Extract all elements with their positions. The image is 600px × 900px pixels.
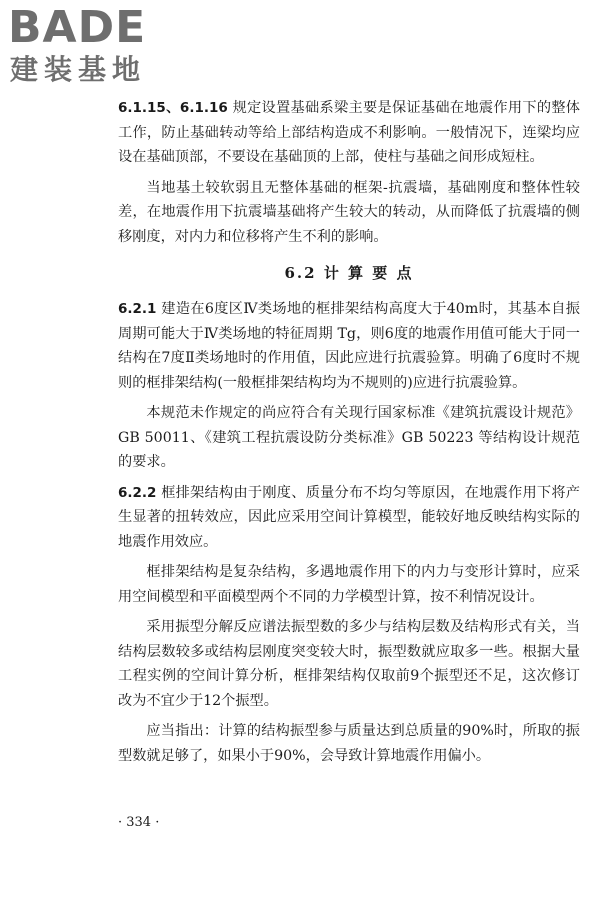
paragraph-6-2-1 bbox=[118, 297, 580, 395]
paragraph-6-1-15 bbox=[118, 96, 580, 170]
paragraph-mass-participation: 应当指出：计算的结构振型参与质量达到总质量的90%时，所取的振型数就足够了，如果小于90%，会导致计算地震作用偏小。 bbox=[118, 723, 580, 764]
paragraph-foundation-stiffness: 当地基土较软弱且无整体基础的框架-抗震墙，基础刚度和整体性较差，在地震作用下抗震墙基础将产生较大的转动，从而降低了抗震墙的侧移刚度，对内力和位移将产生不利的影响。 bbox=[118, 179, 580, 245]
paragraph-text: 框排架结构由于刚度、质量分布不均匀等原因，在地震作用下将产生显著的扭转效应，因此应采用空间计算模型，能较好地反映结构实际的地震作用效应。 bbox=[118, 484, 580, 550]
clause-number: 6.2.2 bbox=[118, 484, 157, 501]
paragraph-text: 建造在6度区Ⅳ类场地的框排架结构高度大于40m时，其基本自振周期可能大于Ⅳ类场地的特征周期 Tg，则6度的地震作用值可能大于同一结构在7度Ⅱ类场地时的作用值，因此应进行抗震验算。明确了6度时不规则的框排架结构(一般框排架结构均为不规则的)应进行抗震验算。 bbox=[118, 301, 580, 391]
paragraph-text: 规定设置基础系梁主要是保证基础在地震作用下的整体工作，防止基础转动等给上部结构造成不利影响。一般情况下，连梁均应设在基础顶部，不要设在基础顶的上部，使柱与基础之间形成短柱。 bbox=[118, 100, 580, 165]
page-body bbox=[118, 96, 580, 768]
section-title: 6.2 计 算 要 点 bbox=[284, 264, 414, 282]
clause-number: 6.1.15、6.1.16 bbox=[118, 100, 228, 116]
page-number: · 334 · bbox=[118, 815, 160, 830]
paragraph-complex-structure: 框排架结构是复杂结构，多遇地震作用下的内力与变形计算时，应采用空间模型和平面模型两个不同的力学模型计算，按不利情况设计。 bbox=[118, 564, 580, 605]
paragraph-mode-count: 采用振型分解反应谱法振型数的多少与结构层数及结构形式有关，当结构层数较多或结构层刚度突变较大时，振型数就应取多一些。根据大量工程实例的空间计算分析，框排架结构仅取前9个振型还不足，这次修订改为不宜少于12个振型。 bbox=[118, 619, 580, 709]
logo-wordmark: BADE bbox=[8, 2, 147, 53]
clause-number: 6.2.1 bbox=[118, 301, 157, 317]
logo-tagline: 建装基地 bbox=[10, 53, 147, 86]
paragraph-standards: 本规范未作规定的尚应符合有关现行国家标准《建筑抗震设计规范》GB 50011、《建筑工程抗震设防分类标准》GB 50223 等结构设计规范的要求。 bbox=[118, 405, 580, 470]
paragraph-6-2-2 bbox=[118, 481, 580, 555]
brand-logo bbox=[8, 4, 178, 94]
